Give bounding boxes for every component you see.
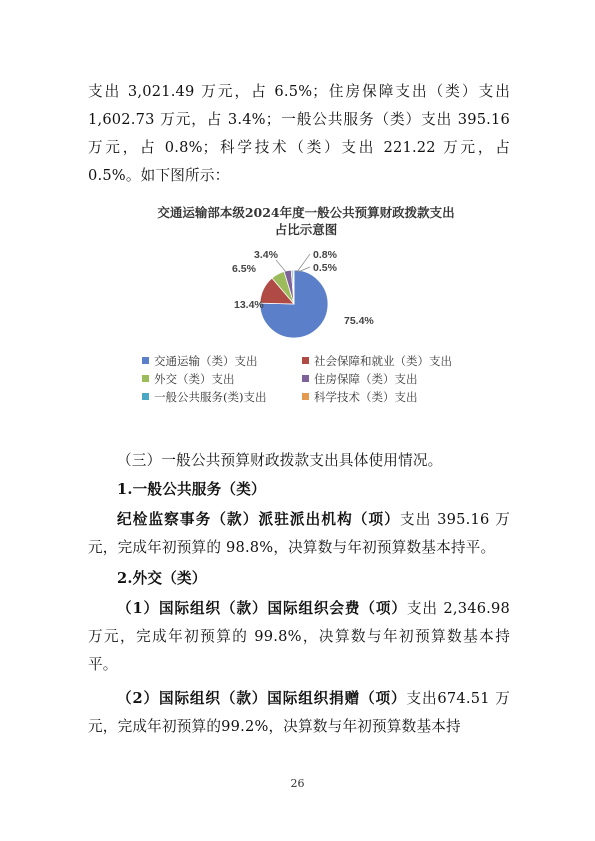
legend-label: 交通运输（类）支出 <box>154 353 258 368</box>
pie-data-label: 75.4% <box>344 315 374 327</box>
paragraph-donations <box>88 685 510 741</box>
legend-label: 一般公共服务(类)支出 <box>154 389 267 404</box>
legend-item <box>142 353 302 368</box>
paragraph-membership-fees <box>88 595 510 679</box>
pie-data-label: 0.5% <box>313 262 337 274</box>
legend-swatch <box>302 375 309 382</box>
item-title-membership-fees: （1）国际组织（款）国际组织会费（项） <box>117 600 407 617</box>
item-title-discipline-inspection: 纪检监察事务（款）派驻派出机构（项） <box>117 511 400 528</box>
item-text-membership-fees: 支出 2,346.98 万元，完成年初预算的 99.8%，决算数与年初预算数基本持平。 <box>88 600 510 673</box>
page-number: 26 <box>290 777 305 790</box>
leader-line <box>276 260 286 272</box>
legend-label: 外交（类）支出 <box>154 371 235 386</box>
legend-item <box>302 389 482 404</box>
legend-swatch <box>142 393 149 400</box>
legend-item <box>302 371 482 386</box>
chart-title-line2: 占比示意图 <box>274 222 338 237</box>
pie-chart <box>126 204 486 418</box>
legend-label: 住房保障（类）支出 <box>314 371 418 386</box>
legend-swatch <box>142 375 149 382</box>
pie-data-label: 13.4% <box>234 299 264 311</box>
legend-swatch <box>142 357 149 364</box>
item-title-donations: （2）国际组织（款）国际组织捐赠（项） <box>117 690 407 707</box>
pie-data-label: 3.4% <box>254 249 278 261</box>
pie-data-label: 0.8% <box>313 249 337 261</box>
leader-line <box>297 254 310 272</box>
item-text-donations: 支出674.51 万元，完成年初预算的99.2%，决算数与年初预算数基本持 <box>88 690 510 735</box>
paragraph-expenditure-summary: 支出 3,021.49 万元，占 6.5%；住房保障支出（类）支出 1,602.73 万元，占 3.4%；一般公共服务（类）支出 395.16 万元，占 0.8%；科学技术（类）支出 221.22 万元，占 0.5%。如下图所示： <box>88 83 510 184</box>
legend-swatch <box>302 393 309 400</box>
section-three-heading: （三）一般公共预算财政拨款支出具体使用情况。 <box>117 452 443 469</box>
legend-item <box>142 371 302 386</box>
chart-title <box>126 204 486 238</box>
heading-foreign-affairs: 2.外交（类） <box>117 570 207 587</box>
chart-title-line1: 交通运输部本级2024年度一般公共预算财政拨款支出 <box>157 205 455 220</box>
legend-label: 社会保障和就业（类）支出 <box>314 353 452 368</box>
heading-general-public-services: 1.一般公共服务（类） <box>117 481 266 498</box>
paragraph-discipline-inspection <box>88 506 510 562</box>
legend-item <box>302 353 482 368</box>
item-text-discipline-inspection: 支出 395.16 万元，完成年初预算的 98.8%，决算数与年初预算数基本持平。 <box>88 511 510 556</box>
pie-data-label: 6.5% <box>232 263 256 275</box>
chart-legend <box>142 353 486 404</box>
legend-item <box>142 389 302 404</box>
legend-swatch <box>302 357 309 364</box>
legend-label: 科学技术（类）支出 <box>314 389 418 404</box>
